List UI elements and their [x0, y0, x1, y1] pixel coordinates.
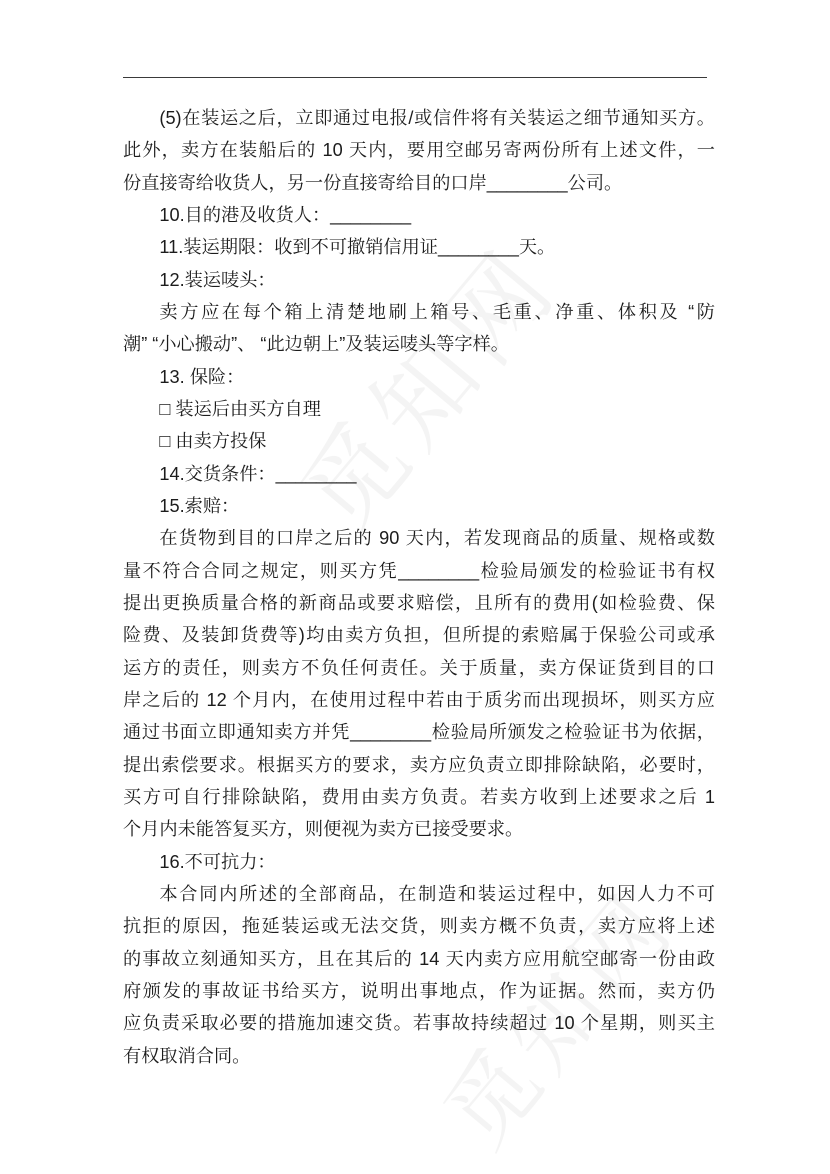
text-line: 通过书面立即通知卖方并凭________检验局所颁发之检验证书为依据， [123, 722, 715, 743]
checkbox-option-text: □ 由卖方投保 [159, 431, 267, 452]
text-line: 应负责采取必要的措施加速交货。若事故持续超过 10 个星期，则买主 [123, 1013, 715, 1034]
clause-force-majeure-body [123, 878, 715, 1072]
clause-shipment-period [123, 231, 715, 263]
text-line: 10.目的港及收货人：________ [159, 204, 412, 225]
section-heading: 12.装运唛头： [159, 269, 276, 290]
text-line: 的事故立刻通知买方，且在其后的 14 天内卖方应用航空邮寄一份由政 [123, 948, 715, 969]
clause-force-majeure-heading [123, 846, 715, 878]
text-line: 运方的责任，则卖方不负任何责任。关于质量，卖方保证货到目的口 [123, 657, 715, 678]
text-line: 潮” “小心搬动”、 “此边朝上”及装运唛头等字样。 [123, 334, 509, 355]
text-line: 此外，卖方在装船后的 10 天内，要用空邮另寄两份所有上述文件，一 [123, 140, 715, 161]
clause-claims-body [123, 522, 715, 845]
section-heading: 13. 保险： [159, 366, 245, 387]
clause-claims-heading [123, 490, 715, 522]
clause-shipping-mark-heading [123, 264, 715, 296]
clause-insurance-heading [123, 361, 715, 393]
text-line: 岸之后的 12 个月内，在使用过程中若由于质劣而出现损坏，则买方应 [123, 689, 715, 710]
text-line: 14.交货条件：________ [159, 463, 357, 484]
text-line: 提出索偿要求。根据买方的要求，卖方应负责立即排除缺陷，必要时， [123, 754, 715, 775]
text-line: 量不符合合同之规定，则买方凭________检验局颁发的检验证书有权 [123, 560, 715, 581]
section-heading: 16.不可抗力： [159, 851, 276, 872]
text-line: 府颁发的事故证书给买方，说明出事地点，作为证据。然而，卖方仍 [123, 980, 715, 1001]
text-line: 在货物到目的口岸之后的 90 天内，若发现商品的质量、规格或数 [159, 528, 715, 549]
text-line: 11.装运期限：收到不可撤销信用证________天。 [159, 237, 556, 258]
text-line: 买方可自行排除缺陷，费用由卖方负责。若卖方收到上述要求之后 1 [123, 786, 715, 807]
section-heading: 15.索赔： [159, 495, 240, 516]
text-line: 有权取消合同。 [123, 1045, 251, 1066]
text-line: 提出更换质量合格的新商品或要求赔偿，且所有的费用(如检验费、保 [123, 592, 715, 613]
text-line: 份直接寄给收货人，另一份直接寄给目的口岸________公司。 [123, 172, 623, 193]
text-line: 卖方应在每个箱上清楚地刷上箱号、毛重、净重、体积及 “防 [159, 301, 715, 322]
document-body [123, 102, 715, 1072]
text-line: 抗拒的原因，拖延装运或无法交货，则卖方概不负责，卖方应将上述 [123, 916, 715, 937]
checkbox-option-text: □ 装运后由买方自理 [159, 398, 321, 419]
text-line: 本合同内所述的全部商品，在制造和装运过程中，如因人力不可 [159, 883, 715, 904]
clause-delivery-terms [123, 458, 715, 490]
text-line: (5)在装运之后，立即通过电报/或信件将有关装运之细节通知买方。 [159, 108, 715, 128]
text-line: 险费、及装卸货费等)均由卖方负担，但所提的索赔属于保验公司或承 [123, 625, 715, 646]
clause-shipping-mark-body [123, 296, 715, 361]
insurance-option-buyer [123, 393, 715, 425]
clause-shipping-advice [123, 102, 715, 199]
clause-destination-consignee [123, 199, 715, 231]
insurance-option-seller [123, 425, 715, 457]
text-line: 个月内未能答复买方，则便视为卖方已接受要求。 [123, 819, 524, 840]
header-rule [123, 77, 707, 78]
